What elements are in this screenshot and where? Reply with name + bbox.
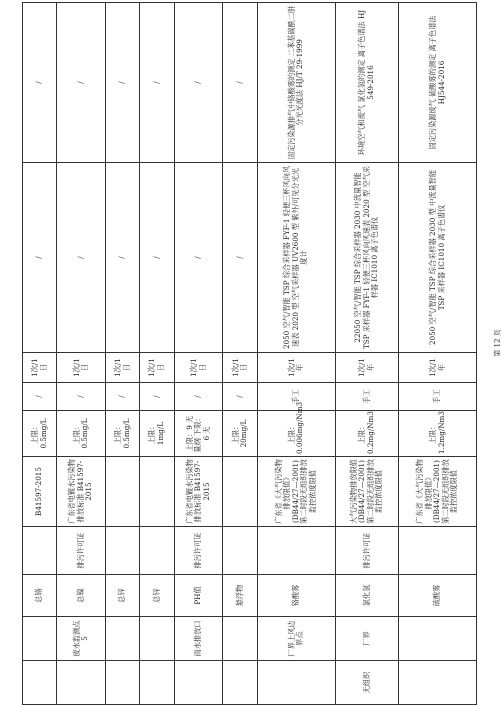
table-row xyxy=(399,3,477,705)
table-cell-c6: 手工 xyxy=(257,383,335,411)
table-cell-c7: 1次/1日 xyxy=(106,353,140,383)
table-cell-c8: / xyxy=(223,163,257,353)
table-cell-c2: 铬酸雾 xyxy=(257,575,335,617)
table-cell-c2: PH值 xyxy=(174,575,223,617)
table-cell-c4 xyxy=(140,457,174,527)
table-cell-c9: / xyxy=(57,3,106,163)
table-cell-c4: 广东省电镀水污染物排放标准 B41597-2015 xyxy=(174,457,223,527)
table-cell-c1: 厂界 xyxy=(335,617,398,661)
table-cell-c1 xyxy=(140,617,174,661)
table-cell-c6: / xyxy=(106,383,140,411)
table-cell-c5: 上限：20mg/L xyxy=(223,411,257,457)
table-cell-c9: / xyxy=(140,3,174,163)
table-cell-c7: 1次/1日 xyxy=(140,353,174,383)
table-cell-c6: / xyxy=(140,383,174,411)
table-cell-c3: 排污许可证 xyxy=(335,527,398,575)
table-cell-c0 xyxy=(223,661,257,705)
table-cell-c4: 广东省电镀水污染物排放标准 B41597-2015 xyxy=(57,457,106,527)
table-cell-c3 xyxy=(23,527,57,575)
page-number: 第 12 页 xyxy=(493,329,502,357)
table-cell-c3 xyxy=(106,527,140,575)
table-cell-c4: B41597-2015 xyxy=(23,457,57,527)
table-cell-c0 xyxy=(257,661,335,705)
table-cell-c7: 1次/1日 xyxy=(174,353,223,383)
table-cell-c0 xyxy=(399,661,477,705)
table-cell-c0 xyxy=(140,661,174,705)
table-cell-c9: / xyxy=(174,3,223,163)
table-cell-c1 xyxy=(23,617,57,661)
table-cell-c8: / xyxy=(23,163,57,353)
table-cell-c1: 雨水排放口 xyxy=(174,617,223,661)
table-cell-c0: 无组织 xyxy=(335,661,398,705)
table-cell-c4: 大气污染物排放限值 (DB44/27—2001) 第二时段无组织排放监控浓度限值 xyxy=(335,457,398,527)
table-row xyxy=(140,3,174,705)
table-cell-c2: 氯化氢 xyxy=(335,575,398,617)
table-cell-c9: / xyxy=(223,3,257,163)
table-cell-c6: 手工 xyxy=(399,383,477,411)
table-cell-c6: / xyxy=(174,383,223,411)
table-cell-c1: 厂界上风边界点 xyxy=(257,617,335,661)
table-cell-c4 xyxy=(223,457,257,527)
table-cell-c3: 排污许可证 xyxy=(57,527,106,575)
table-cell-c0 xyxy=(174,661,223,705)
table-cell-c2: 悬浮物 xyxy=(223,575,257,617)
table-cell-c5: 上限：0.006mg/Nm3 xyxy=(257,411,335,457)
table-cell-c1: 废水监测点 5 xyxy=(57,617,106,661)
table-row xyxy=(223,3,257,705)
table-cell-c1 xyxy=(399,617,477,661)
table-cell-c7: 1次/1年 xyxy=(399,353,477,383)
table-cell-c3 xyxy=(140,527,174,575)
table-cell-c0 xyxy=(57,661,106,705)
table-cell-c2: 总锌 xyxy=(106,575,140,617)
table-cell-c1 xyxy=(223,617,257,661)
table-cell-c0 xyxy=(23,661,57,705)
table-cell-c3 xyxy=(223,527,257,575)
table-cell-c2: 总锌 xyxy=(140,575,174,617)
table-cell-c1 xyxy=(106,617,140,661)
table-row xyxy=(57,3,106,705)
table-cell-c3: 排污许可证 xyxy=(174,527,223,575)
table-cell-c4: 广东省《大气污染物排放限值》(DB44/27—2001) 第二时段无组织排放监控浓度限值 xyxy=(399,457,477,527)
table-cell-c8: 22050 空气/智能 TSP 综合采样器 2030 中流量智能 TSP 采样器 FYF-1 轻便三杯风向风速表 2020 型 空气采样器 IC1010 离子色谱仪 xyxy=(335,163,398,353)
table-row xyxy=(257,3,335,705)
table-cell-c9: 环境空气和废气 氯化氢的测定 离子色谱法 HJ 549-2016 xyxy=(335,3,398,163)
rotated-table-wrapper xyxy=(22,3,477,705)
table-cell-c5: 上限：0.5mg/L xyxy=(57,411,106,457)
table-cell-c7: 1次/1日 xyxy=(57,353,106,383)
table-cell-c9: 固定污染源排气中铬酸雾的测定 二苯基碳酰二肼分光光度法 HJ/T 29-1999 xyxy=(257,3,335,163)
table-cell-c6: / xyxy=(223,383,257,411)
table-cell-c7: 1次/1年 xyxy=(257,353,335,383)
table-row xyxy=(106,3,140,705)
table-cell-c8: / xyxy=(106,163,140,353)
table-row xyxy=(174,3,223,705)
table-cell-c7: 1次/1年 xyxy=(335,353,398,383)
table-cell-c5: 上限：1mg/L xyxy=(140,411,174,457)
table-cell-c8: / xyxy=(140,163,174,353)
table-cell-c8: / xyxy=(57,163,106,353)
table-cell-c0 xyxy=(106,661,140,705)
table-cell-c5: 上限：0.5mg/L xyxy=(23,411,57,457)
table-cell-c9: 固定污染源废气 硫酸雾的测定 离子色谱法 HJ544-2016 xyxy=(399,3,477,163)
table-cell-c4: 广东省《大气污染物排放限值》(DB44/27—2001) 第二时段无组织排放监控浓度限值 xyxy=(257,457,335,527)
table-cell-c2: 总铬 xyxy=(23,575,57,617)
table-cell-c2: 硫酸雾 xyxy=(399,575,477,617)
table-cell-c4 xyxy=(106,457,140,527)
table-row xyxy=(23,3,57,705)
table-cell-c8: 2050 空气/智能 TSP 综合采样器 2030 型 中流量智能 TSP 采样器 IC1010 离子色谱仪 xyxy=(399,163,477,353)
table-cell-c3 xyxy=(399,527,477,575)
table-cell-c9: / xyxy=(23,3,57,163)
table-cell-c5: 上限：1.2mg/Nm3 xyxy=(399,411,477,457)
table-cell-c6: / xyxy=(57,383,106,411)
table-cell-c7: 1次/1日 xyxy=(23,353,57,383)
table-cell-c5: 上限：0.5mg/L xyxy=(106,411,140,457)
table-cell-c5: 上限：0.2mg/Nm3 xyxy=(335,411,398,457)
table-cell-c7: 1次/1日 xyxy=(223,353,257,383)
table-cell-c8: / xyxy=(174,163,223,353)
table-cell-c8: 2050 空气/智能 TSP 综合采样器 FYF-1 轻便三杯风向风速表 2020 型 空气采样器 UV2600 型 紫外/可见分光光度计 xyxy=(257,163,335,353)
table-cell-c9: / xyxy=(106,3,140,163)
table-cell-c6: / xyxy=(23,383,57,411)
table-cell-c3 xyxy=(257,527,335,575)
table-cell-c2: 总镍 xyxy=(57,575,106,617)
table-cell-c5: 上限：9 无量纲 下限：6 无 xyxy=(174,411,223,457)
table-cell-c6: 手工 xyxy=(335,383,398,411)
table-row xyxy=(335,3,398,705)
monitoring-table xyxy=(22,2,477,705)
